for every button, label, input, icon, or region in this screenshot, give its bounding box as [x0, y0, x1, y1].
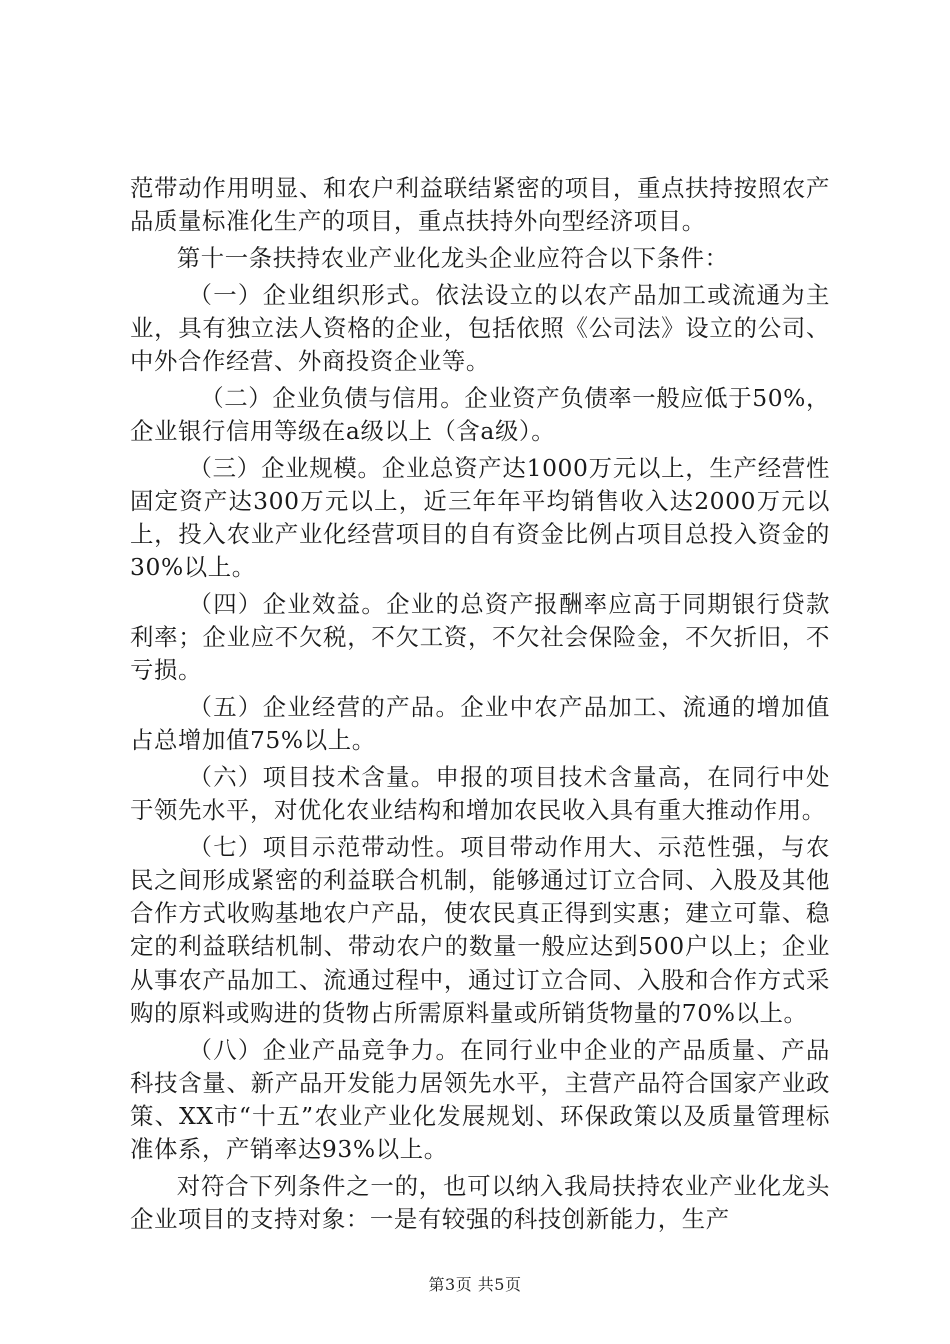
paragraph-additional-criteria: 对符合下列条件之一的，也可以纳入我局扶持农业产业化龙头企业项目的支持对象：一是有较强的科技创新能力，生产	[130, 1171, 830, 1234]
paragraph-condition-7: （七）项目示范带动性。项目带动作用大、示范性强，与农民之间形成紧密的利益联合机制，能够通过订立合同、入股及其他合作方式收购基地农户产品，使农民真正得到实惠；建立可靠、稳定的利益联结机制、带动农户的数量一般应达到500户以上；企业从事农产品加工、流通过程中，通过订立合同、入股和合作方式采购的原料或购进的货物占所需原料量或所销货物量的70%以上。	[130, 832, 830, 1027]
paragraph-condition-8: （八）企业产品竞争力。在同行业中企业的产品质量、产品科技含量、新产品开发能力居领先水平，主营产品符合国家产业政策、XX市“十五”农业产业化发展规划、环保政策以及质量管理标准体系，产销率达93%以上。	[130, 1035, 830, 1164]
paragraph-condition-1: （一）企业组织形式。依法设立的以农产品加工或流通为主业，具有独立法人资格的企业，包括依照《公司法》设立的公司、中外合作经营、外商投资企业等。	[130, 280, 830, 376]
paragraph-condition-4: （四）企业效益。企业的总资产报酬率应高于同期银行贷款利率；企业应不欠税，不欠工资，不欠社会保险金，不欠折旧，不亏损。	[130, 589, 830, 685]
paragraph-article-11: 第十一条扶持农业产业化龙头企业应符合以下条件：	[176, 243, 729, 272]
paragraph-condition-6: （六）项目技术含量。申报的项目技术含量高，在同行中处于领先水平，对优化农业结构和增加农民收入具有重大推动作用。	[130, 762, 830, 825]
paragraph-condition-5: （五）企业经营的产品。企业中农产品加工、流通的增加值占总增加值75%以上。	[130, 693, 830, 755]
page-number-footer: 第3页 共5页	[428, 1275, 522, 1294]
document-body	[130, 172, 830, 1240]
paragraph-condition-3: （三）企业规模。企业总资产达1000万元以上，生产经营性固定资产达300万元以上，近三年年平均销售收入达2000万元以上，投入农业产业化经营项目的自有资金比例占项目总投入资金的30%以上。	[130, 453, 830, 582]
paragraph-continuation: 范带动作用明显、和农户利益联结紧密的项目，重点扶持按照农产品质量标准化生产的项目，重点扶持外向型经济项目。	[130, 174, 830, 236]
paragraph-condition-2: （二）企业负债与信用。企业资产负债率一般应低于50%，企业银行信用等级在a级以上（含a级）。	[130, 383, 830, 445]
